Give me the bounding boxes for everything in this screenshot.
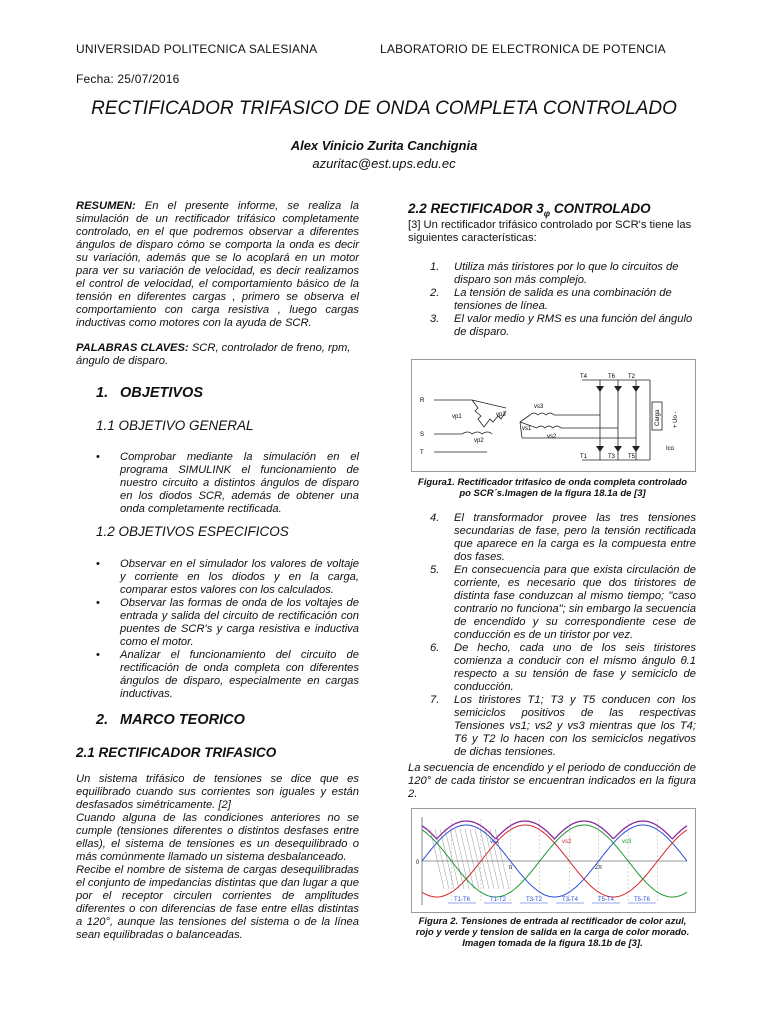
characteristics-list-a [430, 261, 696, 339]
section-2-2-title-post: CONTROLADO [550, 201, 651, 216]
waveform-plot [412, 809, 695, 912]
figure-1-caption: Figura1. Rectificador trifasico de onda completa controlado po SCR´s.Imagen de la figura 18.1a de [3] [417, 477, 688, 499]
segment-label: T3-T4 [562, 897, 579, 903]
list-item [430, 261, 696, 287]
figure-1-circuit [411, 359, 696, 472]
abstract [76, 200, 359, 330]
section-2-2-title-sub: φ [543, 208, 551, 219]
header-date: Fecha: 25/07/2016 [76, 72, 180, 86]
label-vp3: vp3 [496, 412, 506, 418]
segment-label: T5-T4 [598, 897, 615, 903]
section-1-number: 1. [96, 385, 109, 401]
author-email: azuritac@est.ups.edu.ec [312, 156, 456, 171]
section-2-title: MARCO TEORICO [120, 712, 245, 728]
author-name: Alex Vinicio Zurita Canchignia [290, 138, 478, 153]
list-item [430, 287, 696, 313]
section-2-2-intro: [3] Un rectificador trifásico controlado por SCR's tiene las siguientes características: [408, 219, 692, 244]
item-number: 6. [430, 642, 440, 654]
paragraph: Un sistema trifásico de tensiones se dice que es equilibrado cuando sus corrientes son iguales y están desfasados simétricamente. [2] [76, 773, 359, 811]
item-text: En consecuencia para que exista circulación de corriente, es necesario que dos tiristores de distinta fase conduzcan al mismo tiempo; "caso contrario no funciona"; sin embargo la secuencia de encendido y su correspondiente cese de conducción es de un tiristor por vez. [454, 564, 696, 641]
label-t5: T5 [628, 454, 636, 460]
figure-2-caption: Figura 2. Tensiones de entrada al rectificador de color azul, rojo y verde y tension de salida en la carga de color morado. Imagen tomada de la figura 18.1b de [3]. [415, 916, 690, 949]
list-item: • Observar las formas de onda de los voltajes de entrada y salida del circuito de rectificación con puentes de SCR's y carga resistiva e inductiva como el motor. [96, 597, 359, 649]
item-text: El transformador provee las tres tensiones secundarias de fase, pero la tensión rectificada que aparece en la carga es la compuesta entre dos fases. [454, 512, 696, 563]
item-number: 1. [430, 261, 440, 273]
section-2-number: 2. [96, 712, 109, 728]
section-1-1-list [96, 451, 359, 516]
label-two-pi: 2π [594, 865, 603, 871]
paper-title: RECTIFICADOR TRIFASICO DE ONDA COMPLETA CONTROLADO [91, 98, 677, 119]
section-1-1-title: 1.1 OBJETIVO GENERAL [96, 418, 254, 433]
label-r: R [420, 398, 425, 404]
segment-label: T5-T6 [634, 897, 651, 903]
label-uo: + Uo - [673, 411, 679, 428]
list-item: • Observar en el simulador los valores de voltaje y corriente en los diodos y en la carga, comparar estos valores con los calculados. [96, 558, 359, 597]
header-lab: LABORATORIO DE ELECTRONICA DE POTENCIA [380, 42, 666, 56]
keywords-text: SCR, controlador de freno, rpm, ángulo de disparo. [76, 342, 351, 367]
label-vp1: vp1 [452, 414, 462, 420]
list-item: • Comprobar mediante la simulación en el programa SIMULINK el funcionamiento de nuestro circuito a distintos ángulos de disparo en los diodos SCR, además de obtener una onda completamente rectificada. [96, 451, 359, 516]
segment-label: T3-T2 [526, 897, 543, 903]
paragraph: Cuando alguna de las condiciones anteriores no se cumple (tensiones diferentes o distintos desfases entre ellas), el sistema de tensiones es un desequilibrado o más comúnmente llamado un sistema desbalanceado. [76, 812, 359, 863]
list-item: • Analizar el funcionamiento del circuito de rectificación de onda completa con diferentes ángulos de disparo, especialmente en cargas inductivas. [96, 649, 359, 701]
label-pi: π [508, 865, 513, 871]
item-text: El valor medio y RMS es una función del ángulo de disparo. [454, 313, 693, 338]
item-number: 7. [430, 694, 440, 706]
segment-label: T1-T2 [490, 897, 507, 903]
label-vs3: vs3 [622, 839, 632, 845]
label-s: S [420, 432, 425, 438]
label-vp2: vp2 [474, 438, 484, 444]
item-text: La tensión de salida es una combinación de tensiones de línea. [454, 287, 672, 312]
label-vs1: vs1 [522, 426, 532, 432]
item-text: De hecho, cada uno de los seis tiristores comienza a conducir con el mismo ángulo θ.1 respecto a su tensión de fase y semiciclo de conducción. [454, 642, 696, 693]
section-2-1-title: 2.1 RECTIFICADOR TRIFASICO [76, 745, 277, 760]
circuit-diagram [412, 360, 695, 471]
label-t: T [420, 450, 424, 456]
list-item [430, 694, 696, 759]
label-vs1: vs1 [490, 839, 500, 845]
section-1-title: OBJETIVOS [120, 385, 203, 401]
label-t6: T6 [608, 374, 616, 380]
item-number: 4. [430, 512, 440, 524]
list-item [430, 642, 696, 694]
section-1-2-title: 1.2 OBJETIVOS ESPECIFICOS [96, 524, 289, 539]
section-2-1-body [76, 773, 359, 942]
label-t3: T3 [608, 454, 616, 460]
list-item [430, 512, 696, 564]
section-2-2-title [408, 201, 651, 219]
label-t2: T2 [628, 374, 636, 380]
header-university: UNIVERSIDAD POLITECNICA SALESIANA [76, 42, 318, 56]
label-vs2: vs2 [547, 434, 557, 440]
item-number: 3. [430, 313, 440, 325]
label-vs2: vs2 [562, 839, 572, 845]
label-ico: Ico [666, 446, 675, 452]
item-number: 2. [430, 287, 440, 299]
keywords [76, 342, 359, 368]
characteristics-list-b [430, 512, 696, 759]
abstract-label: RESUMEN: [76, 200, 136, 212]
label-zero: 0 [416, 860, 420, 866]
item-text: Los tiristores T1; T3 y T5 conducen con los semiciclos positivos de las respectivas Tensiones vs1; vs2 y vs3 mientras que los T4; T6 y T2 lo hacen con los semiciclos negativos de dichas tensiones. [454, 694, 696, 758]
list-item [430, 313, 696, 339]
section-2-2-closing: La secuencia de encendido y el periodo de conducción de 120° de cada tiristor se encuentran indicados en la figura 2. [408, 762, 696, 800]
abstract-text: En el presente informe, se realiza la simulación de un rectificador trifásico completamente controlado, en el que podremos observar a diferentes ángulos de disparo cómo se comporta la onda es decir su variación, además que se lo acoplará en un motor para ver su variación de velocidad, es decir realizamos el control de velocidad, el comportamiento básico de la tensión en diferentes cargas , primero se observa el comportamiento con carga resistiva , luego cargas inductivas como motores con la ayuda de SCR. [76, 200, 359, 329]
list-item [430, 564, 696, 642]
label-t1: T1 [580, 454, 588, 460]
label-vs3: vs3 [534, 404, 544, 410]
figure-2-waveforms [411, 808, 696, 913]
section-1-2-list [96, 558, 359, 701]
item-number: 5. [430, 564, 440, 576]
label-carga: Carga [655, 409, 661, 426]
item-text: Utiliza más tiristores por lo que lo circuitos de disparo son más complejo. [454, 261, 679, 286]
label-t4: T4 [580, 374, 588, 380]
keywords-label: PALABRAS CLAVES: [76, 342, 189, 354]
segment-label: T1-T6 [454, 897, 471, 903]
paragraph: Recibe el nombre de sistema de cargas desequilibradas el conjunto de impedancias distintas que dan lugar a que por el receptor circulen corrientes de amplitudes diferentes o con diferencias de fase entre ellas distintas a 120°, aunque las tensiones del sistema o de la línea sean equilibradas o balanceadas. [76, 864, 359, 941]
section-2-2-title-pre: 2.2 RECTIFICADOR 3 [408, 201, 544, 216]
